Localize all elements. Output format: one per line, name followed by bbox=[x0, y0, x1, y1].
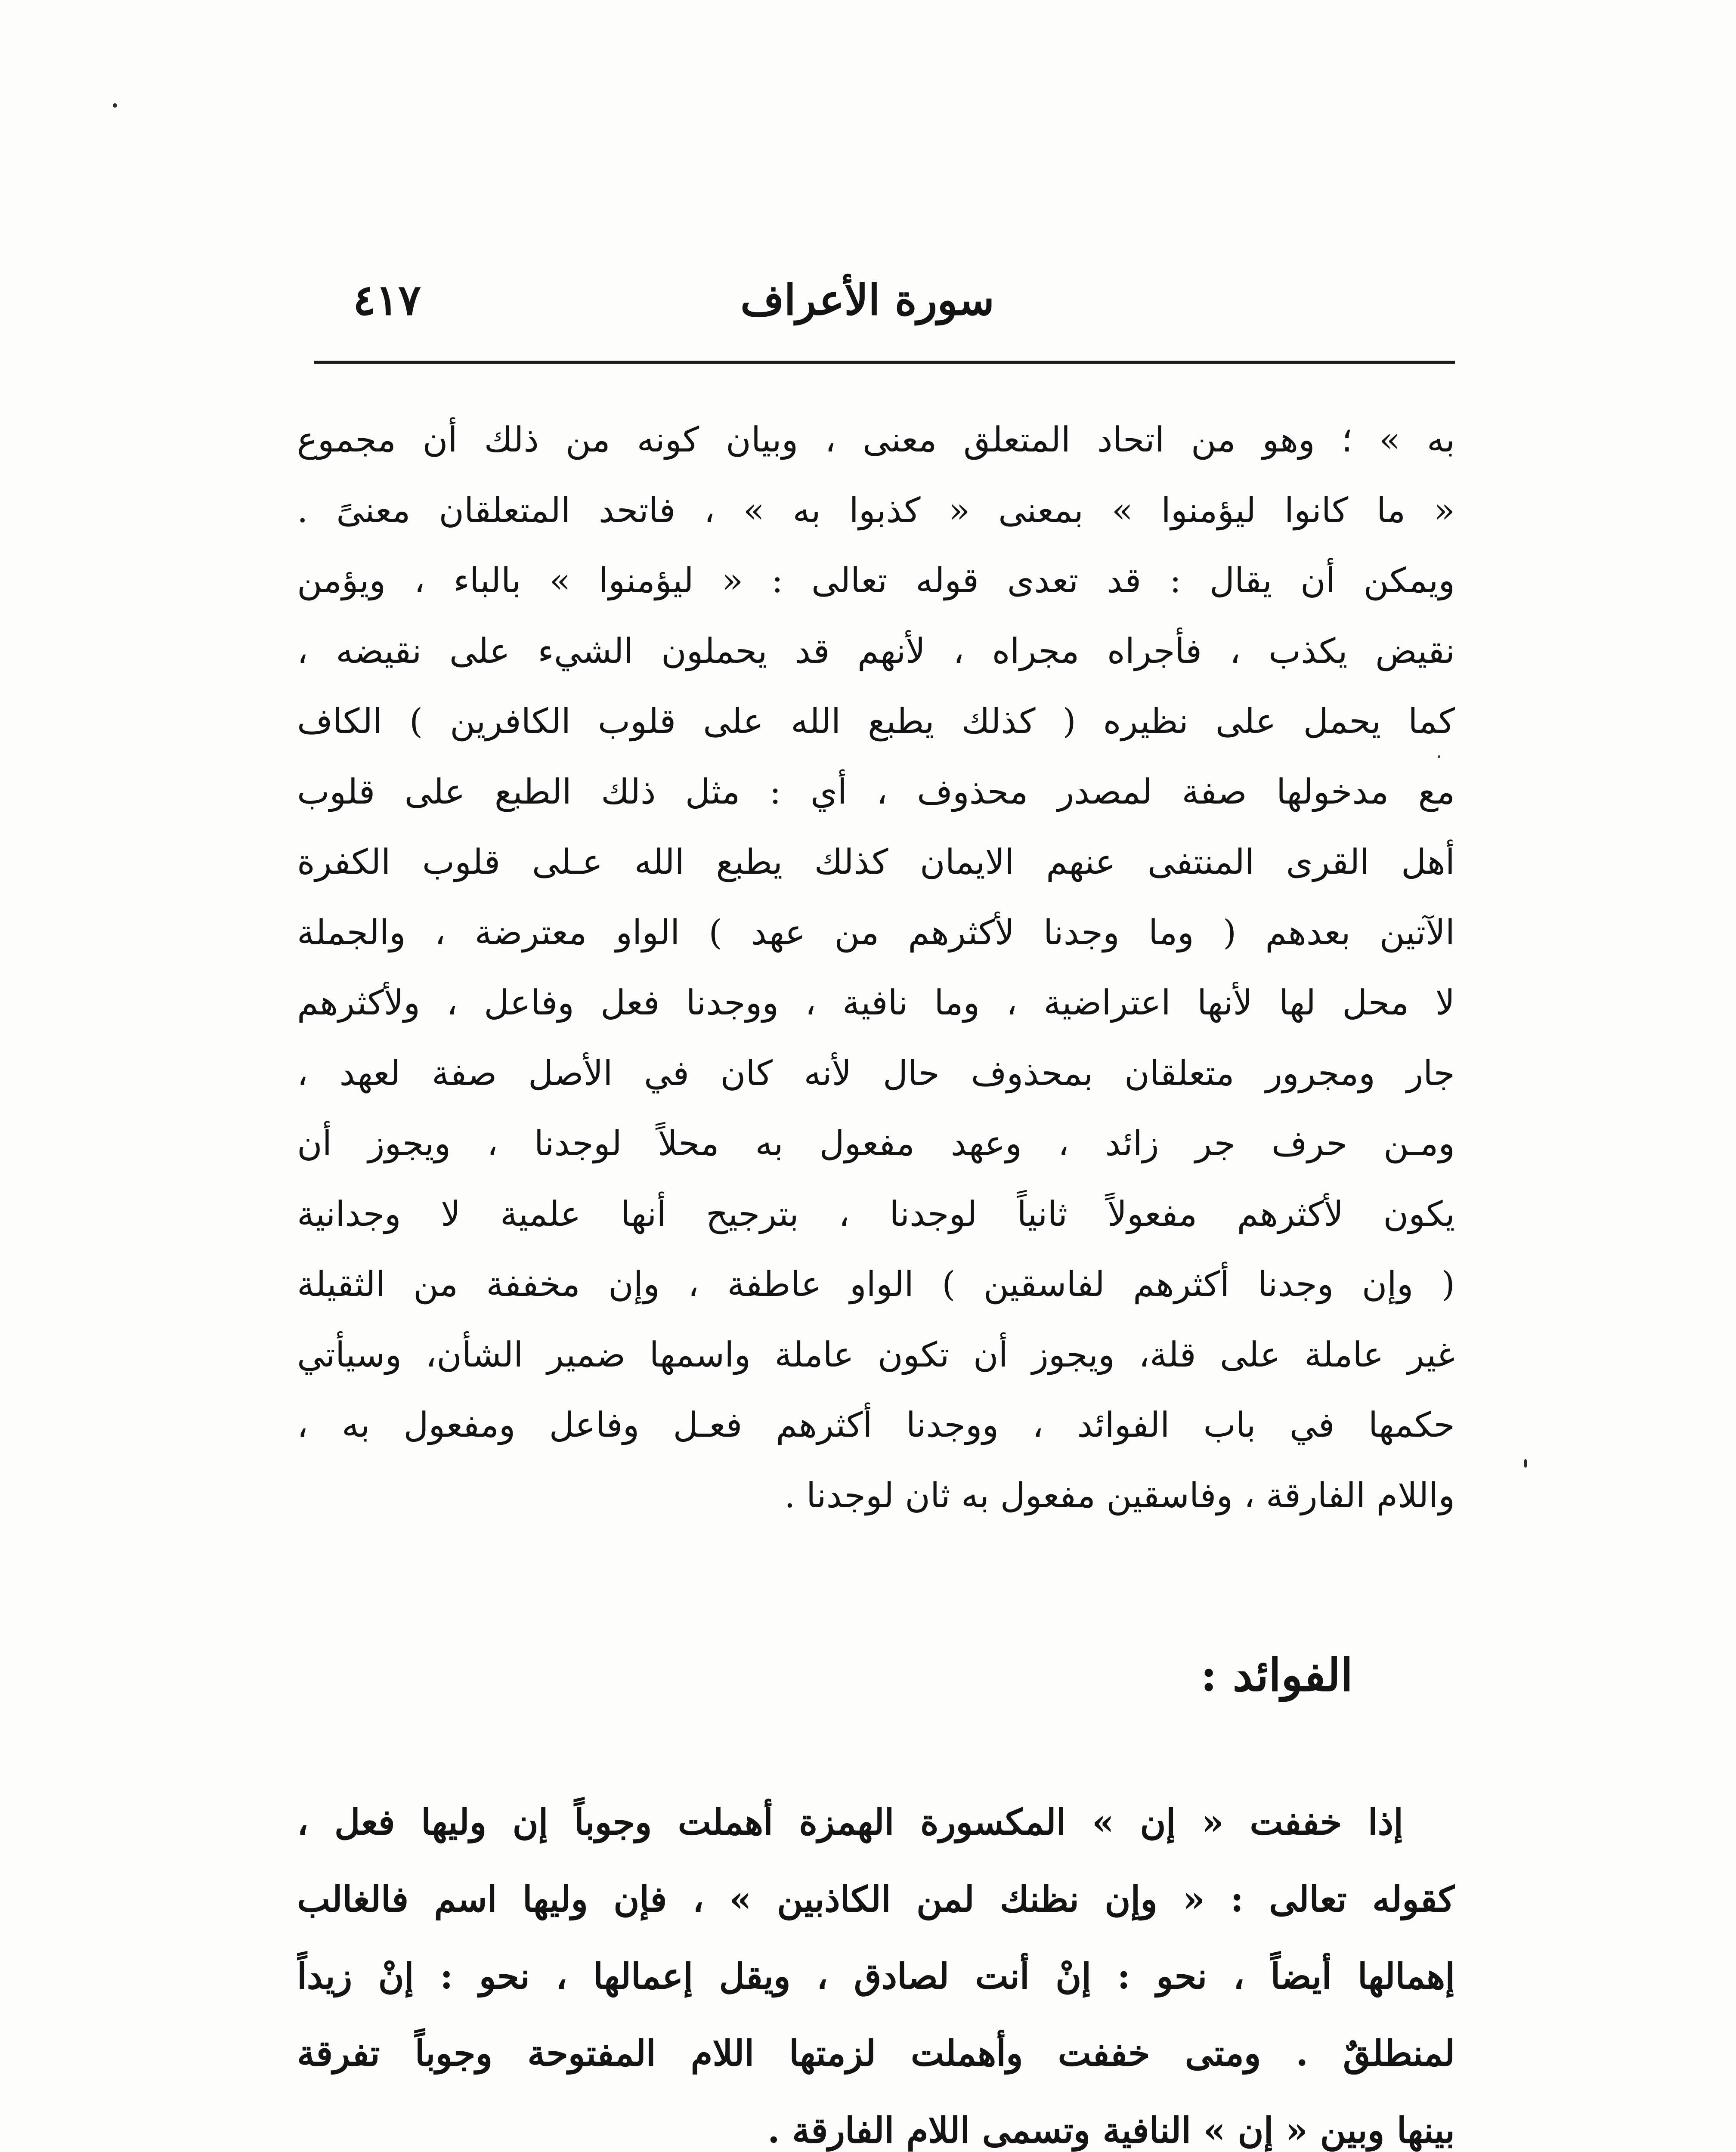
benefits-line: بينها وبين « إن » النافية وتسمى اللام الفارقة . bbox=[767, 2110, 1455, 2151]
benefits-line: إهمالها أيضاً ، نحو : إنْ أنت لصادق ، ويقل إعمالها ، نحو : إنْ زيداً bbox=[297, 1956, 1455, 1997]
header-divider bbox=[314, 361, 1455, 364]
scan-speck bbox=[1438, 755, 1440, 758]
text-line: أهل القرى المنتفى عنهم الايمان كذلك يطبع الله عـلى قلوب الكفرة bbox=[297, 842, 1455, 882]
main-text-block bbox=[297, 405, 1455, 1531]
text-line: يكون لأكثرهم مفعولاً ثانياً لوجدنا ، بترجيح أنها علمية لا وجدانية bbox=[297, 1193, 1455, 1234]
text-line: ومـن حرف جر زائد ، وعهد مفعول به محلاً لوجدنا ، ويجوز أن bbox=[297, 1123, 1455, 1163]
benefits-heading: الفوائد : bbox=[1201, 1648, 1353, 1701]
text-line: حكمها في باب الفوائد ، ووجدنا أكثرهم فعـل وفاعل ومفعول به ، bbox=[297, 1405, 1455, 1445]
text-line: ويمكن أن يقال : قد تعدى قوله تعالى : « ليؤمنوا » بالباء ، ويؤمن bbox=[297, 560, 1455, 600]
text-line: نقيض يكذب ، فأجراه مجراه ، لأنهم قد يحملون الشيء على نقيضه ، bbox=[297, 631, 1455, 671]
text-line: غير عاملة على قلة، ويجوز أن تكون عاملة واسمها ضمير الشأن، وسيأتي bbox=[297, 1334, 1455, 1375]
surah-title: سورة الأعراف bbox=[740, 275, 994, 325]
text-line: مع مدخولها صفة لمصدر محذوف ، أي : مثل ذلك الطبع على قلوب bbox=[297, 771, 1455, 812]
benefits-text-block bbox=[297, 1784, 1455, 2152]
text-line: جار ومجرور متعلقان بمحذوف حال لأنه كان في الأصل صفة لعهد ، bbox=[297, 1053, 1455, 1093]
benefits-line: لمنطلقٌ . ومتى خففت وأهملت لزمتها اللام المفتوحة وجوباً تفرقة bbox=[297, 2033, 1455, 2074]
page-number: ٤١٧ bbox=[353, 275, 421, 325]
text-line: الآتين بعدهم ( وما وجدنا لأكثرهم من عهد ) الواو معترضة ، والجملة bbox=[297, 912, 1455, 952]
benefits-line: كقوله تعالى : « وإن نظنك لمن الكاذبين » ، فإن وليها اسم فالغالب bbox=[297, 1879, 1455, 1920]
text-line: واللام الفارقة ، وفاسقين مفعول به ثان لوجدنا . bbox=[784, 1475, 1455, 1515]
text-line: ( وإن وجدنا أكثرهم لفاسقين ) الواو عاطفة ، وإن مخففة من الثقيلة bbox=[297, 1264, 1455, 1304]
text-line: « ما كانوا ليؤمنوا » بمعنى « كذبوا به » ، فاتحد المتعلقان معنىً . bbox=[297, 490, 1455, 530]
scan-speck bbox=[113, 103, 117, 108]
text-line: كما يحمل على نظيره ( كذلك يطبع الله على قلوب الكافرين ) الكاف bbox=[297, 701, 1455, 741]
benefits-line: إذا خففت « إن » المكسورة الهمزة أهملت وجوباً إن وليها فعل ، bbox=[297, 1802, 1403, 1843]
scan-speck bbox=[1524, 1459, 1527, 1468]
text-line: به » ؛ وهو من اتحاد المتعلق معنى ، وبيان كونه من ذلك أن مجموع bbox=[297, 420, 1455, 460]
page-header bbox=[306, 258, 1459, 353]
text-line: لا محل لها لأنها اعتراضية ، وما نافية ، ووجدنا فعل وفاعل ، ولأكثرهم bbox=[297, 983, 1455, 1023]
